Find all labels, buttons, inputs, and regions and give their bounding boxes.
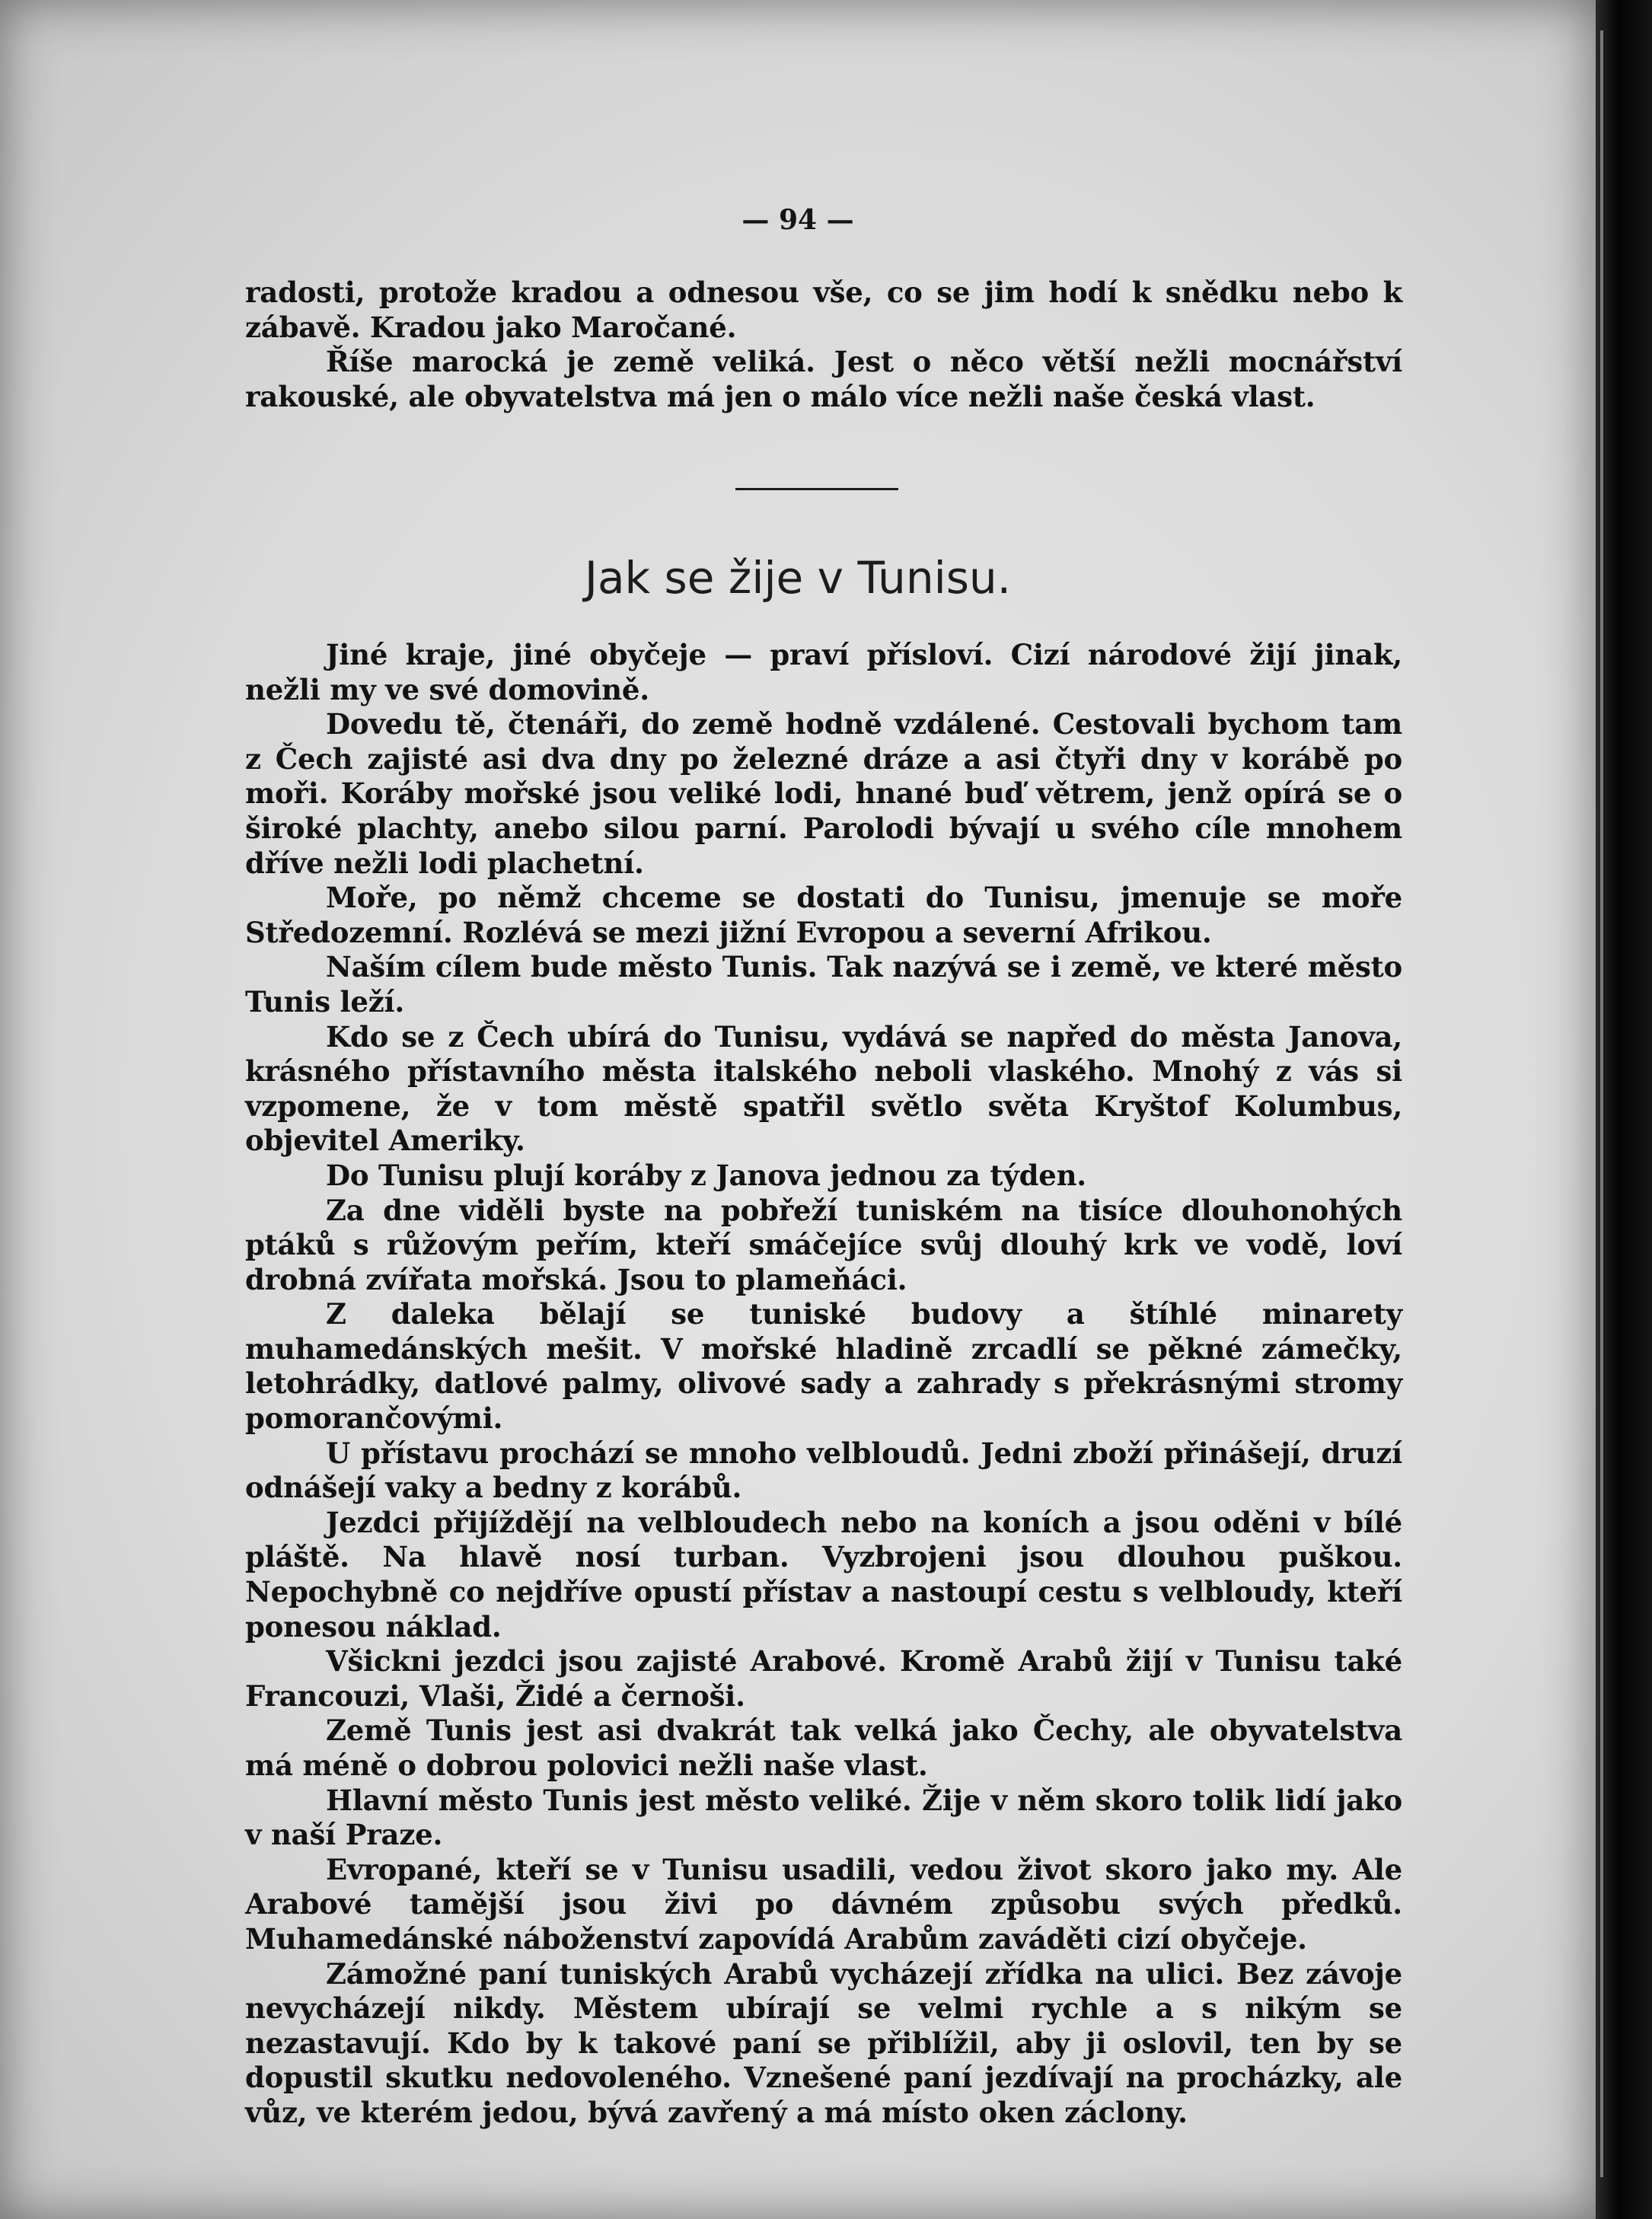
paragraph: Všickni jezdci jsou zajisté Arabové. Kromě Arabů žijí v Tunisu také Francouzi, Vlaši, Židé a černoši.	[245, 1644, 1402, 1713]
section-body	[245, 638, 1402, 2131]
paragraph: Říše marocká je země veliká. Jest o něco větší nežli mocnářství rakouské, ale obyvatelstva má jen o málo více nežli naše česká vlast.	[245, 345, 1402, 413]
paragraph: Jezdci přijíždějí na velbloudech nebo na koních a jsou oděni v bílé pláště. Na hlavě nosí turban. Vyzbrojeni jsou dlouhou puškou. Nepochybně co nejdříve opustí přístav a nastoupí cestu s velbloudy, kteří ponesou náklad.	[245, 1505, 1402, 1644]
paragraph: Evropané, kteří se v Tunisu usadili, vedou život skoro jako my. Ale Arabové tamější jsou živi po dávném způsobu svých předků. Muhamedánské náboženství zapovídá Arabům zaváděti cizí obyčeje.	[245, 1852, 1402, 1956]
paragraph: radosti, protože kradou a odnesou vše, co se jim hodí k snědku nebo k zábavě. Kradou jako Maročané.	[245, 276, 1402, 344]
paragraph: Za dne viděli byste na pobřeží tuniském na tisíce dlouhonohých ptáků s růžovým peřím, kteří smáčejíce svůj dlouhý krk ve vodě, loví drobná zvířata mořská. Jsou to plameňáci.	[245, 1193, 1402, 1296]
section-title: Jak se žije v Tunisu.	[584, 552, 1012, 604]
paragraph: Z daleka bělají se tuniské budovy a štíhlé minarety muhamedánských mešit. V mořské hladině zrcadlí se pěkné zámečky, letohrádky, datlové palmy, olivové sady a zahrady s překrásnými stromy pomorančovými.	[245, 1297, 1402, 1436]
paragraph: Zámožné paní tuniských Arabů vycházejí zřídka na ulici. Bez závoje nevycházejí nikdy. Městem ubírají se velmi rychle a s nikým se nezastavují. Kdo by k takové paní se přiblížil, aby ji oslovil, ten by se dopustil skutku nedovoleného. Vznešené paní jezdívají na procházky, ale vůz, ve kterém jedou, bývá zavřený a má místo oken záclony.	[245, 1956, 1402, 2129]
paragraph: Naším cílem bude město Tunis. Tak nazývá se i země, ve které město Tunis leží.	[245, 950, 1402, 1019]
section-divider	[735, 488, 898, 490]
paragraph: Hlavní město Tunis jest město veliké. Žije v něm skoro tolik lidí jako v naší Praze.	[245, 1783, 1402, 1852]
paragraph: Jiné kraje, jiné obyčeje — praví přísloví. Cizí národové žijí jinak, nežli my ve své domovině.	[245, 638, 1402, 706]
book-binding-edge	[1596, 0, 1652, 2219]
paragraph: Kdo se z Čech ubírá do Tunisu, vydává se napřed do města Janova, krásného přístavního města italského neboli vlaského. Mnohý z vás si vzpomene, že v tom městě spatřil světlo světa Kryštof Kolumbus, objevitel Ameriky.	[245, 1019, 1402, 1158]
paragraph: Dovedu tě, čtenáři, do země hodně vzdálené. Cestovali bychom tam z Čech zajisté asi dva dny po železné dráze a asi čtyři dny v korábě po moři. Koráby mořské jsou veliké lodi, hnané buď větrem, jenž opírá se o široké plachty, anebo silou parní. Parolodi bývají u svého cíle mnohem dříve nežli lodi plachetní.	[245, 707, 1402, 880]
intro-text	[245, 276, 1402, 414]
paragraph: Země Tunis jest asi dvakrát tak velká jako Čechy, ale obyvatelstva má méně o dobrou polovici nežli naše vlast.	[245, 1714, 1402, 1782]
page-number: — 94 —	[741, 204, 854, 236]
paragraph: Do Tunisu plují koráby z Janova jednou za týden.	[326, 1158, 1086, 1192]
paragraph: U přístavu prochází se mnoho velbloudů. Jedni zboží přinášejí, druzí odnášejí vaky a bedny z korábů.	[245, 1436, 1402, 1505]
paragraph: Moře, po němž chceme se dostati do Tunisu, jmenuje se moře Středozemní. Rozlévá se mezi jižní Evropou a severní Afrikou.	[245, 881, 1402, 949]
page-edge-line	[1600, 30, 1603, 2177]
